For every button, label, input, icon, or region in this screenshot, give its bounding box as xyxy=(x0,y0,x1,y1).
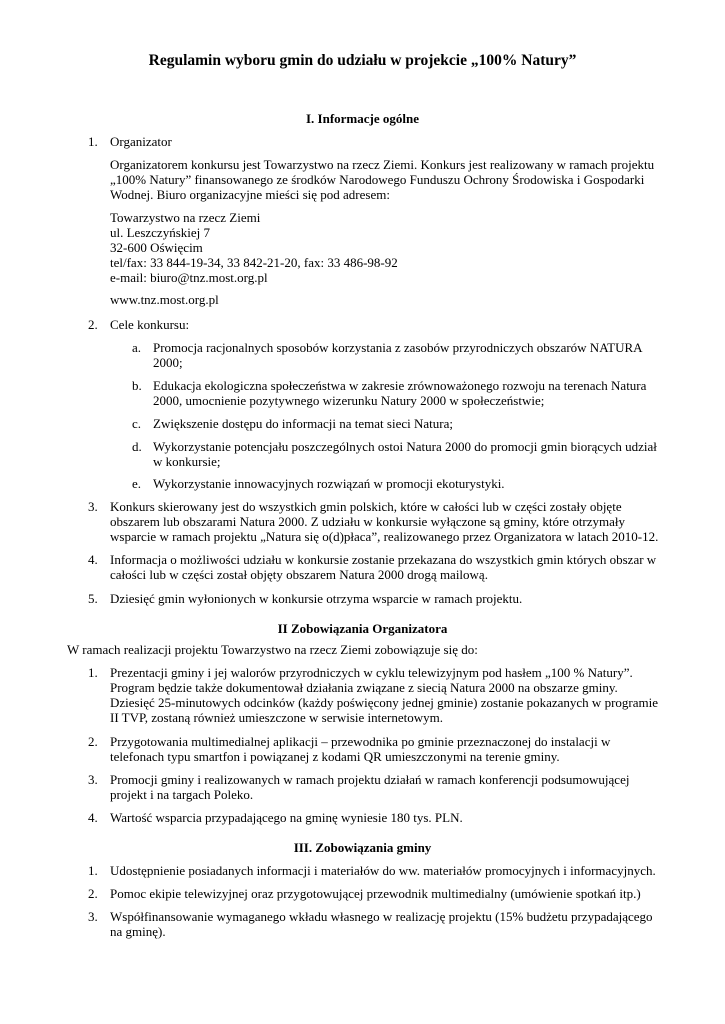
paragraph-line: Wartość wsparcia przypadającego na gminę wyniesie 180 tys. PLN. xyxy=(110,810,463,825)
sublist-letter: d. xyxy=(132,439,142,454)
sublist-letter: c. xyxy=(132,416,142,431)
paragraph-line: Promocji gminy i realizowanych w ramach projektu działań w ramach konferencji podsumowującej xyxy=(110,772,630,787)
paragraph-line: telefonach typu smartfon i powiązanej z kodami QR umieszczonymi na terenie gminy. xyxy=(110,749,560,764)
list-number: 2. xyxy=(88,734,98,749)
list-number: 3. xyxy=(88,772,98,787)
address-line: 32-600 Oświęcim xyxy=(110,240,203,255)
paragraph-line: Udostępnienie posiadanych informacji i materiałów do ww. materiałów promocyjnych i informacyjnych. xyxy=(110,863,656,878)
paragraph-line: Współfinansowanie wymaganego wkładu własnego w realizację projektu (15% budżetu przypadającego xyxy=(110,909,653,924)
paragraph-line: Konkurs skierowany jest do wszystkich gmin polskich, które w całości lub w części zostały objęte xyxy=(110,499,622,514)
sublist-line: Wykorzystanie innowacyjnych rozwiązań w promocji ekoturystyki. xyxy=(153,476,505,491)
sublist-letter: a. xyxy=(132,340,142,355)
sublist-line: w konkursie; xyxy=(153,454,221,469)
list-number: 3. xyxy=(88,909,98,924)
paragraph-line: Prezentacji gminy i jej walorów przyrodniczych w cyklu telewizyjnym pod hasłem „100 % Natury”. xyxy=(110,665,633,680)
list-number: 5. xyxy=(88,591,98,606)
list-number: 1. xyxy=(88,134,98,149)
section-intro: W ramach realizacji projektu Towarzystwo na rzecz Ziemi zobowiązuje się do: xyxy=(67,642,478,657)
address-line: e-mail: biuro@tnz.most.org.pl xyxy=(110,270,268,285)
paragraph-line: obszarem lub obszarami Natura 2000. Z udziału w konkursie wyłączone są gminy, które otrzymały xyxy=(110,514,626,529)
list-number: 1. xyxy=(88,863,98,878)
sublist-letter: e. xyxy=(132,476,142,491)
list-number: 1. xyxy=(88,665,98,680)
item-label-organizer: Organizator xyxy=(110,134,172,149)
item-label-goals: Cele konkursu: xyxy=(110,317,190,332)
sublist-line: 2000; xyxy=(153,355,183,370)
address-line: Towarzystwo na rzecz Ziemi xyxy=(110,210,261,225)
document-title: Regulamin wyboru gmin do udziału w projekcie „100% Natury” xyxy=(148,52,577,69)
address-line: tel/fax: 33 844-19-34, 33 842-21-20, fax: 33 486-98-92 xyxy=(110,255,398,270)
paragraph-line: II TVP, zostaną również umieszczone w serwisie internetowym. xyxy=(110,710,443,725)
sublist-letter: b. xyxy=(132,378,142,393)
paragraph-line: „100% Natury” finansowanego ze środków Narodowego Funduszu Ochrony Środowiska i Gospodarki xyxy=(110,172,645,187)
paragraph-line: Pomoc ekipie telewizyjnej oraz przygotowującej przewodnik multimedialny (umówienie spotkań itp.) xyxy=(110,886,641,901)
section-heading-2: II Zobowiązania Organizatora xyxy=(277,621,448,636)
sublist-line: Edukacja ekologiczna społeczeństwa w zakresie zrównoważonego rozwoju na terenach Natura xyxy=(153,378,647,393)
paragraph-line: Organizatorem konkursu jest Towarzystwo na rzecz Ziemi. Konkurs jest realizowany w ramach projektu xyxy=(110,157,655,172)
paragraph-line: projekt i na targach Poleko. xyxy=(110,787,254,802)
paragraph-line: wsparcie w ramach projektu „Natura się o(d)płaca”, realizowanego przez Organizatora w latach 2010-12. xyxy=(110,529,659,544)
list-number: 4. xyxy=(88,810,98,825)
paragraph-line: na gminę). xyxy=(110,924,166,939)
paragraph-line: całości lub w części został objęty obszarem Natura 2000 drogą mailową. xyxy=(110,567,488,582)
section-heading-1: I. Informacje ogólne xyxy=(305,111,419,126)
paragraph-line: Wodnej. Biuro organizacyjne mieści się pod adresem: xyxy=(110,187,390,202)
list-number: 2. xyxy=(88,317,98,332)
section-heading-3: III. Zobowiązania gminy xyxy=(293,840,432,855)
address-line: ul. Leszczyńskiej 7 xyxy=(110,225,210,240)
paragraph-line: Dziesięć 25-minutowych odcinków (każdy poświęcony jednej gminie) zostanie pokazanych w programie xyxy=(110,695,658,710)
list-number: 4. xyxy=(88,552,98,567)
paragraph-line: Dziesięć gmin wyłonionych w konkursie otrzyma wsparcie w ramach projektu. xyxy=(110,591,523,606)
list-number: 2. xyxy=(88,886,98,901)
sublist-line: Promocja racjonalnych sposobów korzystania z zasobów przyrodniczych obszarów NATURA xyxy=(153,340,643,355)
sublist-line: Wykorzystanie potencjału poszczególnych ostoi Natura 2000 do promocji gmin biorących udział xyxy=(153,439,657,454)
paragraph-line: Informacja o możliwości udziału w konkursie zostanie przekazana do wszystkich gmin których obszar w xyxy=(110,552,657,567)
paragraph-line: Przygotowania multimedialnej aplikacji – przewodnika po gminie przeznaczonej do instalacji w xyxy=(110,734,611,749)
sublist-line: 2000, umocnienie pozytywnego wizerunku Natury 2000 w społeczeństwie; xyxy=(153,393,545,408)
list-number: 3. xyxy=(88,499,98,514)
website-link: www.tnz.most.org.pl xyxy=(110,292,219,307)
sublist-line: Zwiększenie dostępu do informacji na temat sieci Natura; xyxy=(153,416,453,431)
paragraph-line: Program będzie także dokumentował działania związane z siecią Natura 2000 na obszarze gminy. xyxy=(110,680,618,695)
